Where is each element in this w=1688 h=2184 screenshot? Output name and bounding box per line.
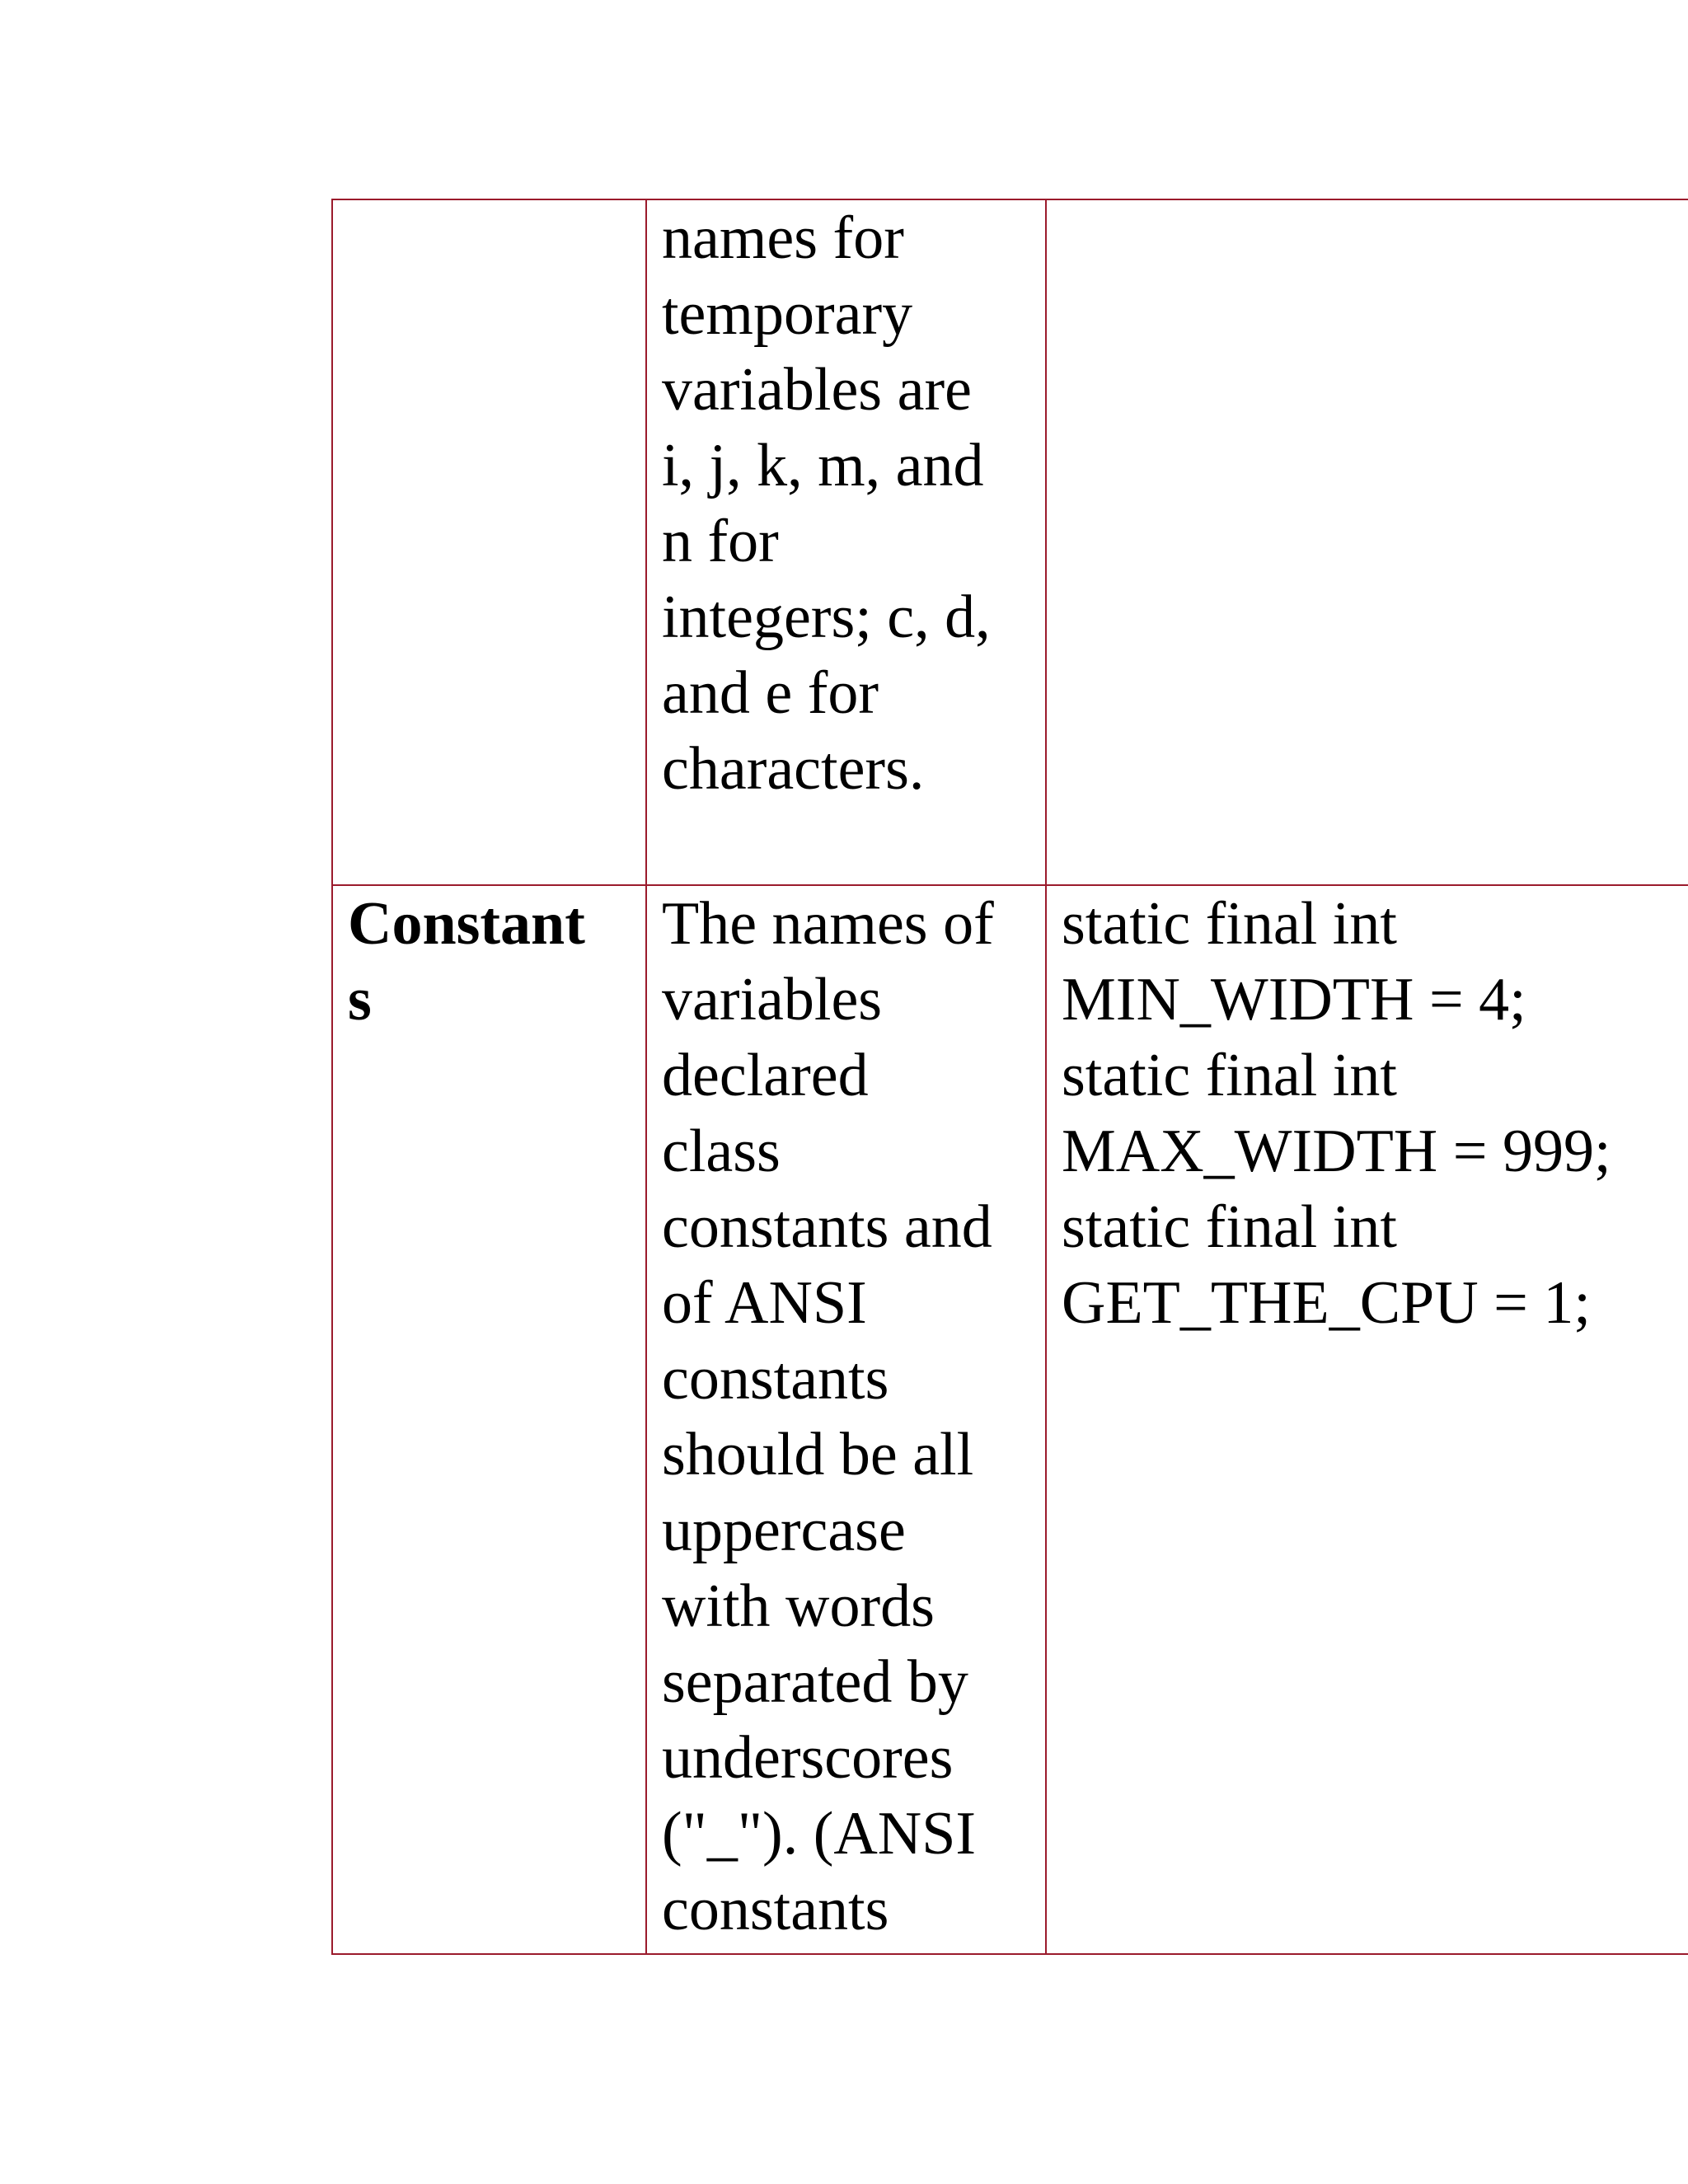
example-cell (1046, 199, 1688, 885)
naming-conventions-table (331, 199, 1688, 1955)
description-line: with words (662, 1572, 935, 1640)
description-line: constants and (662, 1193, 992, 1261)
description-line: of ANSI (662, 1269, 867, 1337)
code-example-line: MAX_WIDTH = 999; (1062, 1118, 1611, 1185)
example-cell (1046, 885, 1688, 1954)
description-line: characters. (662, 735, 925, 803)
description-line: separated by (662, 1648, 968, 1716)
code-example-line: MIN_WIDTH = 4; (1062, 966, 1526, 1033)
description-line: variables are (662, 356, 972, 424)
description-line: declared (662, 1042, 869, 1109)
description-line: class (662, 1118, 781, 1185)
description-line: constants (662, 1345, 889, 1413)
term-cell (332, 885, 646, 1954)
term-cell (332, 199, 646, 885)
table-row (332, 199, 1688, 885)
table-row (332, 885, 1688, 1954)
description-line: constants (662, 1876, 889, 1943)
description-line: n for (662, 508, 779, 575)
description-line: integers; c, d, (662, 583, 991, 651)
code-example-line: static final int (1062, 1042, 1397, 1109)
description-line: ("_"). (ANSI (662, 1800, 977, 1868)
description-cell (646, 199, 1046, 885)
description-cell (646, 885, 1046, 1954)
description-line: The names of (662, 890, 994, 958)
description-line: and e for (662, 659, 879, 727)
term-label: Constant (348, 890, 585, 958)
code-example-line: GET_THE_CPU = 1; (1062, 1269, 1591, 1337)
description-line: should be all (662, 1421, 974, 1488)
description-line: names for (662, 204, 904, 272)
description-line: underscores (662, 1724, 954, 1792)
term-label: s (348, 966, 372, 1033)
description-line: uppercase (662, 1497, 906, 1564)
code-example-line: static final int (1062, 890, 1397, 958)
description-line: i, j, k, m, and (662, 432, 984, 499)
description-line: variables (662, 966, 883, 1033)
description-line: temporary (662, 280, 913, 348)
code-example-line: static final int (1062, 1193, 1397, 1261)
